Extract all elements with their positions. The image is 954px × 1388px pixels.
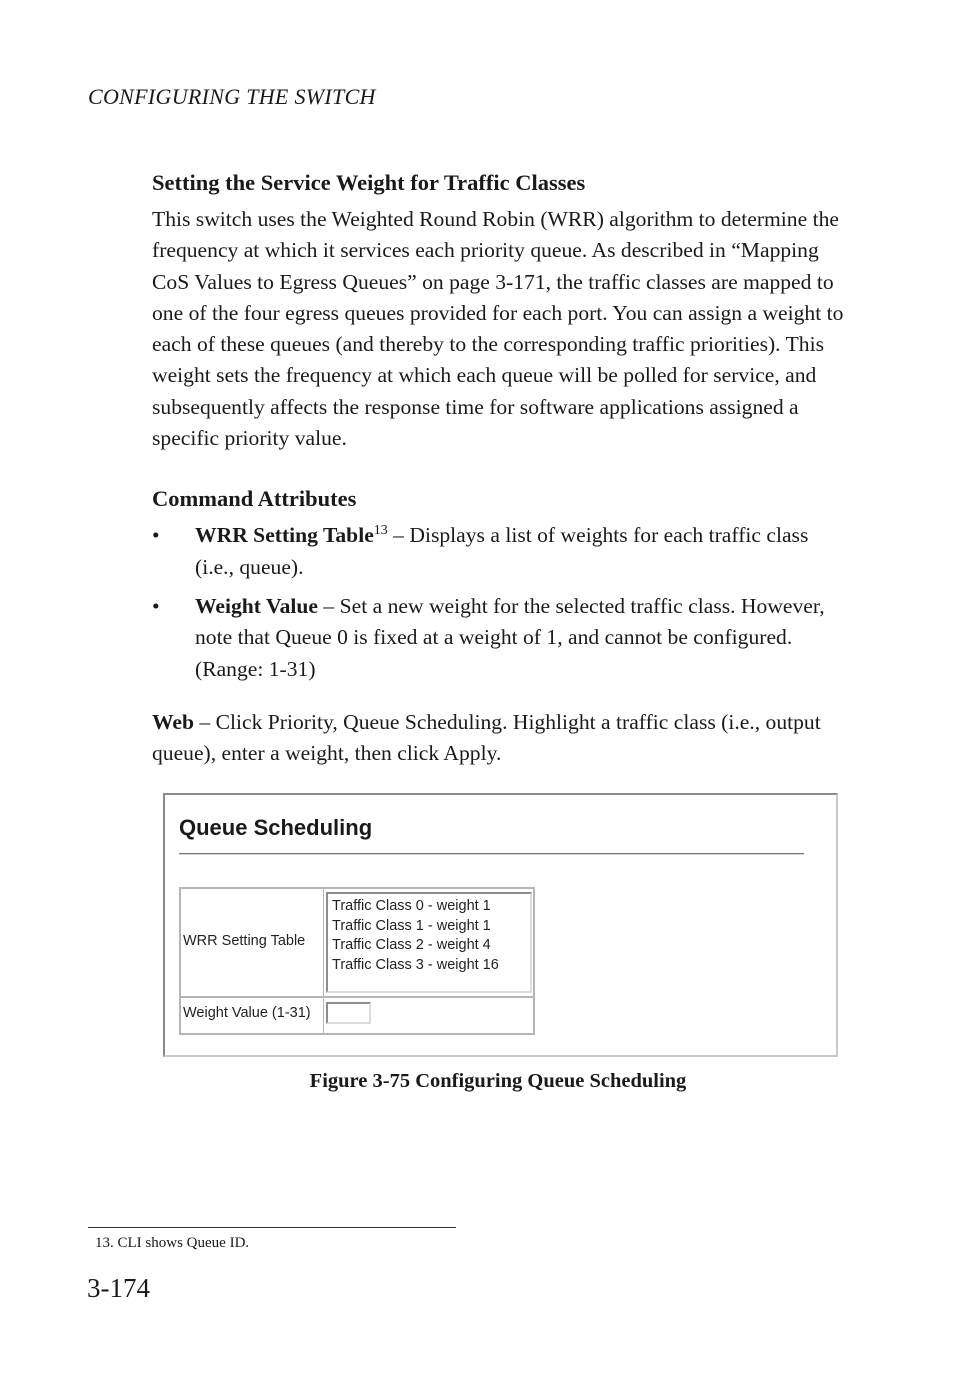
listbox-option-class-2[interactable]: Traffic Class 2 - weight 4 <box>332 937 491 954</box>
running-head-initial-s: S <box>294 84 306 109</box>
queue-scheduling-screenshot <box>163 793 838 1057</box>
attribute-desc: – Set a new weight for the selected traffic class. However, note that Queue 0 is fixed at a weight of 1, and cannot be configured. (Range: 1-31) <box>195 593 825 681</box>
running-head <box>88 84 376 110</box>
footnote: 13. CLI shows Queue ID. <box>95 1235 250 1251</box>
listbox-option-class-3[interactable]: Traffic Class 3 - weight 16 <box>332 957 499 974</box>
weight-value-input[interactable] <box>326 1002 371 1024</box>
wrr-setting-table-label: WRR Setting Table <box>183 933 306 949</box>
attribute-term: WRR Setting Table <box>195 523 374 548</box>
running-head-part-2: WITCH <box>305 84 376 109</box>
running-head-initial-c: C <box>88 84 103 109</box>
table-column-divider <box>323 889 324 1033</box>
bullet-icon: • <box>152 523 160 548</box>
figure-caption: Figure 3-75 Configuring Queue Scheduling <box>309 1070 687 1092</box>
section-heading-command-attributes: Command Attributes <box>152 486 357 512</box>
footnote-divider <box>88 1227 456 1228</box>
attribute-item-weight-value <box>152 591 847 685</box>
attribute-item-wrr-table <box>152 520 847 583</box>
attribute-desc: – Displays a list of weights for each traffic class (i.e., queue). <box>195 523 809 579</box>
section-body-paragraph: This switch uses the Weighted Round Robin (WRR) algorithm to determine the frequency at which it services each priority queue. As described in “Mapping CoS Values to Egress Queues” on page 3-171, the traffic classes are mapped to one of the four egress queues provided for each port. You can assign a weight to each of these queues (and thereby to the corresponding traffic priorities). This weight sets the frequency at which each queue will be polled for service, and subsequently affects the response time for software applications assigned a specific priority value. <box>152 207 844 451</box>
settings-table <box>179 887 535 1035</box>
table-row-divider <box>181 996 533 998</box>
weight-value-label: Weight Value (1-31) <box>183 1005 311 1021</box>
attributes-list <box>152 520 847 684</box>
attribute-term: Weight Value <box>195 593 318 618</box>
section-heading-service-weight: Setting the Service Weight for Traffic Classes <box>152 170 586 195</box>
main-content <box>152 168 847 769</box>
title-divider <box>179 853 804 855</box>
page-number: 3-174 <box>87 1273 150 1303</box>
running-head-part-1: ONFIGURING THE <box>102 84 295 109</box>
web-instructions <box>152 707 847 770</box>
listbox-option-class-0[interactable]: Traffic Class 0 - weight 1 <box>332 898 491 914</box>
bullet-icon: • <box>152 593 160 618</box>
listbox-option-class-1[interactable]: Traffic Class 1 - weight 1 <box>332 917 491 934</box>
web-desc: – Click Priority, Queue Scheduling. Highlight a traffic class (i.e., output queue), enter a weight, then click Apply. <box>152 709 821 766</box>
web-term: Web <box>152 709 194 734</box>
figure-page-title: Queue Scheduling <box>179 815 373 840</box>
wrr-setting-listbox[interactable] <box>326 892 532 993</box>
footnote-ref: 13 <box>373 523 388 539</box>
